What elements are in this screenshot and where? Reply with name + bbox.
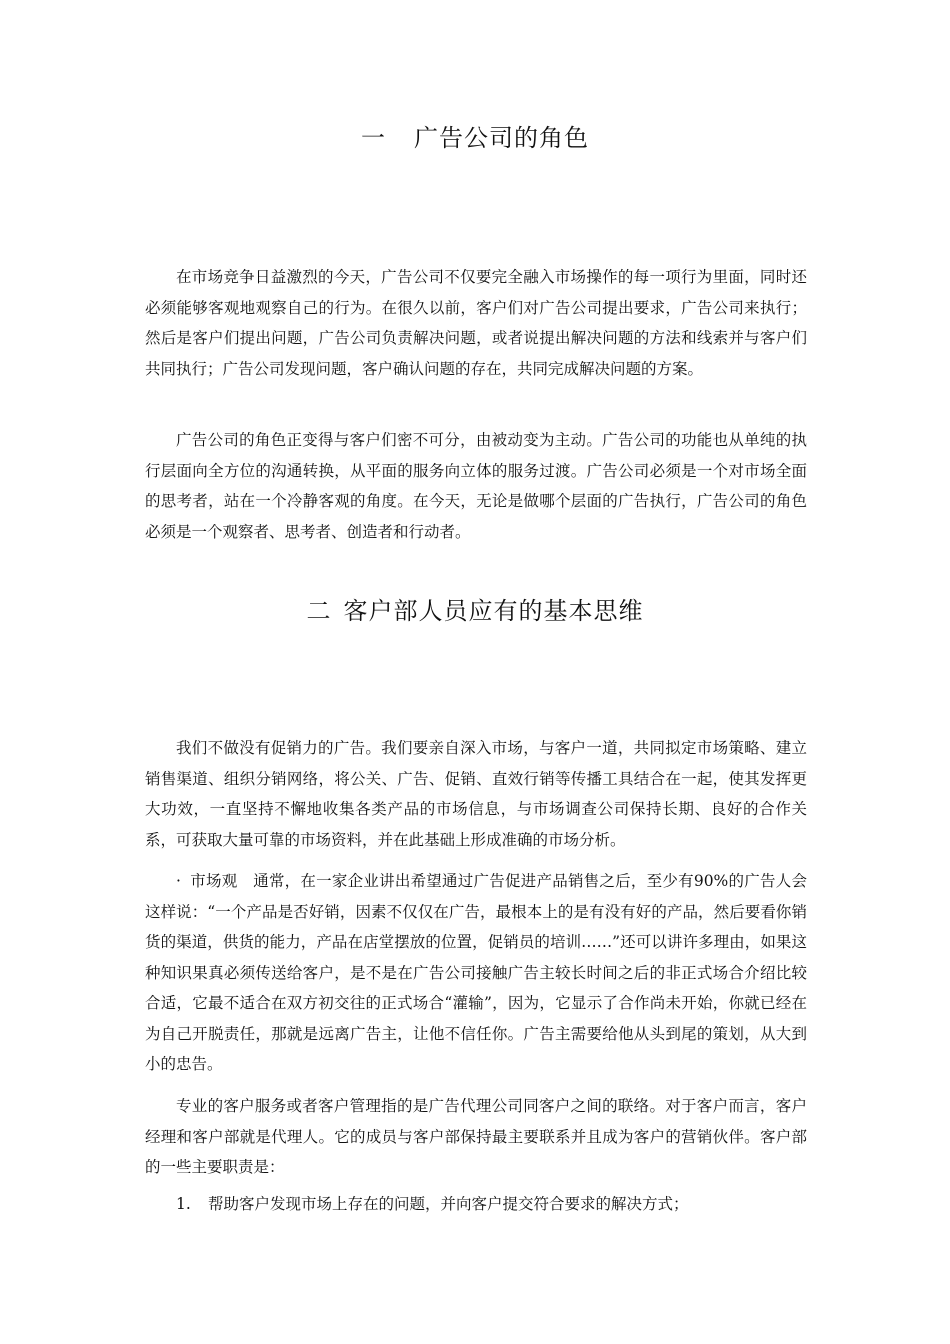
section-2-paragraph-3: 专业的客户服务或者客户管理指的是广告代理公司同客户之间的联络。对于客户而言，客户经理和客户部就是代理人。它的成员与客户部保持最主要联系并且成为客户的营销伙伴。客户部的一些主要职责是： xyxy=(145,1097,807,1176)
section-2-title: 客户部人员应有的基本思维 xyxy=(343,597,644,625)
section-2-paragraph-1: 我们不做没有促销力的广告。我们要亲自深入市场，与客户一道，共同拟定市场策略、建立销售渠道、组织分销网络，将公关、广告、促销、直效行销等传播工具结合在一起，使其发挥更大功效，一直坚持不懈地收集各类产品的市场信息，与市场调查公司保持长期、良好的合作关系，可获取大量可靠的市场资料，并在此基础上形成准确的市场分析。 xyxy=(145,739,807,849)
section-1-heading xyxy=(0,118,950,153)
list-item-text: 帮助客户发现市场上存在的问题，并向客户提交符合要求的解决方式； xyxy=(208,1195,689,1213)
bullet-label: 市场观 xyxy=(190,872,238,890)
section-2-heading xyxy=(0,591,950,626)
section-2-number: 二 xyxy=(306,597,332,625)
section-1-number: 一 xyxy=(361,124,386,152)
list-item-number: 1. xyxy=(176,1195,191,1213)
section-1-paragraph-2: 广告公司的角色正变得与客户们密不可分，由被动变为主动。广告公司的功能也从单纯的执行层面向全方位的沟通转换，从平面的服务向立体的服务过渡。广告公司必须是一个对市场全面的思考者，站在一个冷静客观的角度。在今天，无论是做哪个层面的广告执行，广告公司的角色必须是一个观察者、思考者、创造者和行动者。 xyxy=(145,431,807,541)
section-1-title: 广告公司的角色 xyxy=(414,124,589,152)
list-item xyxy=(145,1189,807,1220)
section-2-bullet-paragraph xyxy=(145,866,807,1080)
bullet-text: 通常，在一家企业讲出希望通过广告促进产品销售之后，至少有90%的广告人会这样说：“一个产品是否好销，因素不仅仅在广告，最根本上的是有没有好的产品，然后要看你销货的渠道，供货的能力，产品在店堂摆放的位置，促销员的培训……”还可以讲许多理由，如果这种知识果真必须传送给客户，是不是在广告公司接触广告主较长时间之后的非正式场合介绍比较合适，它最不适合在双方初交往的正式场合“灌输”，因为，它显示了合作尚未开始，你就已经在为自己开脱责任，那就是远离广告主，让他不信任你。广告主需要给他从头到尾的策划，从大到小的忠告。 xyxy=(145,872,807,1073)
section-1-paragraph-1: 在市场竞争日益激烈的今天，广告公司不仅要完全融入市场操作的每一项行为里面，同时还必须能够客观地观察自己的行为。在很久以前，客户们对广告公司提出要求，广告公司来执行；然后是客户们提出问题，广告公司负责解决问题，或者说提出解决问题的方法和线索并与客户们共同执行；广告公司发现问题，客户确认问题的存在，共同完成解决问题的方案。 xyxy=(145,268,807,378)
bullet-dot: · xyxy=(176,872,181,890)
